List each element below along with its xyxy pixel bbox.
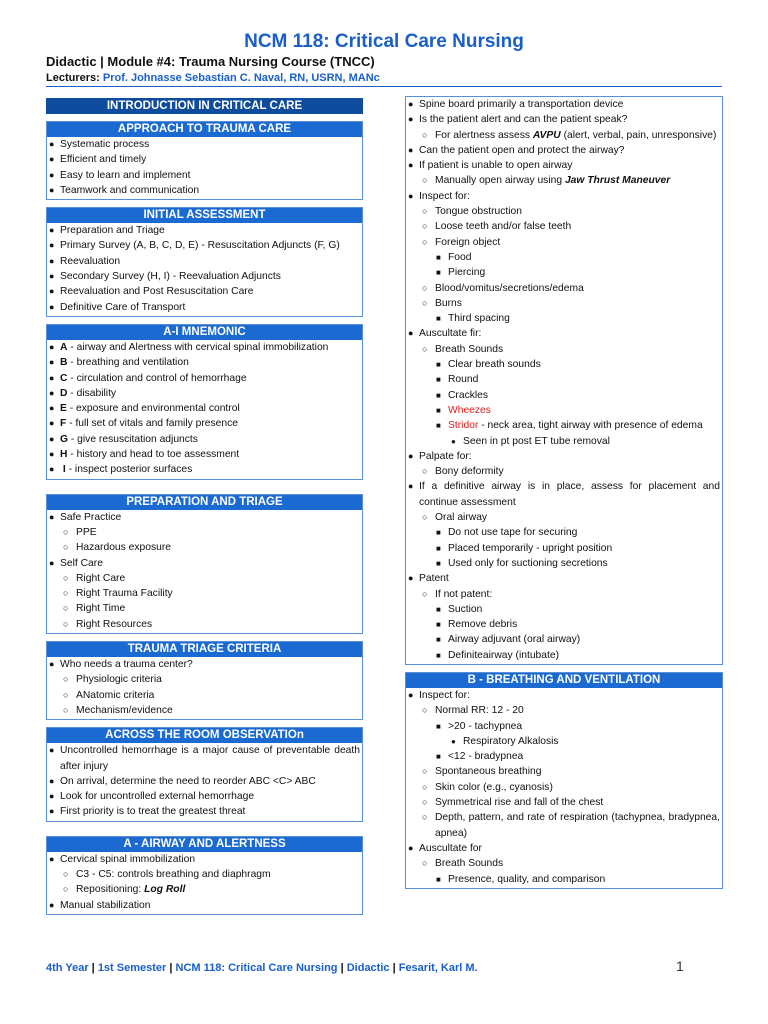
lecturers-value: Prof. Johnasse Sebastian C. Naval, RN, USRN, MANc xyxy=(102,72,380,84)
section-airway-continued xyxy=(405,96,723,665)
list-item: ○ For alertness assess AVPU (alert, verbal, pain, unresponsive) xyxy=(422,129,717,141)
list-item: ■ Crackles xyxy=(436,389,489,401)
list-item: ○ Breath Sounds xyxy=(422,343,504,355)
list-item: ○ Manually open airway using Jaw Thrust Maneuver xyxy=(422,175,671,187)
section-preparation xyxy=(46,494,363,634)
list-item: ● Uncontrolled hemorrhage is a major cause of preventable death after injury xyxy=(49,745,360,772)
section-header: A-I MNEMONIC xyxy=(47,325,362,340)
module-subtitle: Didactic | Module #4: Trauma Nursing Course (TNCC) xyxy=(46,54,375,69)
list-item: ● First priority is to treat the greatest threat xyxy=(49,806,246,818)
list-item: ● Palpate for: xyxy=(408,450,472,462)
page-number: 1 xyxy=(676,958,684,974)
list-item: ● A - airway and Alertness with cervical spinal immobilization xyxy=(49,341,329,353)
lecturers-line xyxy=(46,72,380,84)
list-item: ■ Clear breath sounds xyxy=(436,359,541,371)
list-item: ○ Right Care xyxy=(63,572,126,584)
list-item: ■ Definiteairway (intubate) xyxy=(436,649,560,661)
list-item: ● Easy to learn and implement xyxy=(49,169,191,181)
list-item: ● Spine board primarily a transportation device xyxy=(408,99,624,110)
section-header: A - AIRWAY AND ALERTNESS xyxy=(47,837,362,852)
list-item: ○ ANatomic criteria xyxy=(63,689,155,701)
list-item: ● Inspect for: xyxy=(408,689,470,701)
section-breathing-ventilation xyxy=(405,672,723,889)
list-item: ● Definitive Care of Transport xyxy=(49,301,186,313)
list-item: ● Auscultate fir: xyxy=(408,328,482,340)
list-item: ○ PPE xyxy=(63,526,97,538)
list-item: ○ Right Resources xyxy=(63,618,153,630)
list-item: ● Preparation and Triage xyxy=(49,225,165,237)
list-item: ■ Remove debris xyxy=(436,619,518,631)
list-item: ■ Piercing xyxy=(436,267,486,279)
list-item: ● Safe Practice xyxy=(49,511,122,523)
list-item: ○ If not patent: xyxy=(422,588,493,600)
list-item: ○ Bony deformity xyxy=(422,466,504,478)
list-item: ○ Oral airway xyxy=(422,512,488,524)
list-item: ■ Airway adjuvant (oral airway) xyxy=(436,634,581,646)
list-item: ○ Foreign object xyxy=(422,236,501,248)
section-header: APPROACH TO TRAUMA CARE xyxy=(47,122,362,137)
list-item: ● E - exposure and environmental control xyxy=(49,403,240,415)
section-header: ACROSS THE ROOM OBSERVATIOn xyxy=(47,728,362,743)
list-item: ● On arrival, determine the need to reorder ABC <C> ABC xyxy=(49,775,316,787)
list-item: ○ Mechanism/evidence xyxy=(63,704,173,716)
list-item: ■ Suction xyxy=(436,603,483,615)
section-airway-alertness xyxy=(46,836,363,915)
list-item: ● Inspect for: xyxy=(408,190,470,202)
list-item: ● Teamwork and communication xyxy=(49,184,200,196)
list-item: ● Auscultate for xyxy=(408,842,482,854)
list-item: ○ Skin color (e.g., cyanosis) xyxy=(422,781,553,793)
list-item: ○ Right Time xyxy=(63,603,126,615)
list-item: ○ Hazardous exposure xyxy=(63,542,172,554)
list-item: ● Secondary Survey (H, I) - Reevaluation Adjuncts xyxy=(49,271,281,283)
list-item: ● Manual stabilization xyxy=(49,899,151,911)
list-item: ● Efficient and timely xyxy=(49,154,147,166)
list-item: ■ Food xyxy=(436,251,472,263)
list-item: ○ Breath Sounds xyxy=(422,858,504,870)
list-item: ■ Do not use tape for securing xyxy=(436,527,578,539)
header-divider xyxy=(46,86,722,87)
list-item: ○ Blood/vomitus/secretions/edema xyxy=(422,282,584,294)
list-item: ○ Normal RR: 12 - 20 xyxy=(422,705,524,717)
list-item: ● If patient is unable to open airway xyxy=(408,160,573,172)
list-item: ● C - circulation and control of hemorrhage xyxy=(49,372,247,384)
list-item: ● Reevaluation and Post Resuscitation Care xyxy=(49,286,254,298)
list-item: ● Respiratory Alkalosis xyxy=(451,735,559,747)
section-across-room xyxy=(46,727,363,821)
list-item: ○ Spontaneous breathing xyxy=(422,766,542,778)
section-header: TRAUMA TRIAGE CRITERIA xyxy=(47,642,362,657)
section-mnemonic xyxy=(46,324,363,480)
section-initial-assessment xyxy=(46,207,363,317)
intro-banner: INTRODUCTION IN CRITICAL CARE xyxy=(46,98,363,114)
section-header: B - BREATHING AND VENTILATION xyxy=(406,673,722,688)
section-header: PREPARATION AND TRIAGE xyxy=(47,495,362,510)
list-item: ● Patent xyxy=(408,573,449,585)
list-item: ● Cervical spinal immobilization xyxy=(49,853,196,865)
right-column xyxy=(405,96,723,896)
list-item: ■ Wheezes xyxy=(436,404,491,416)
list-item: ● Seen in pt post ET tube removal xyxy=(451,435,610,447)
list-item: ● B - breathing and ventilation xyxy=(49,357,189,369)
list-item: ■ >20 - tachypnea xyxy=(436,720,523,732)
section-triage-criteria xyxy=(46,641,363,720)
list-item: ○ C3 - C5: controls breathing and diaphragm xyxy=(63,868,271,880)
list-item: ● Can the patient open and protect the airway? xyxy=(408,144,625,156)
list-item: ● G - give resuscitation adjuncts xyxy=(49,433,198,445)
page-footer: 4th Year | 1st Semester | NCM 118: Critical Care Nursing | Didactic | Fesarit, Karl M. xyxy=(46,962,478,974)
list-item: ■ Stridor - neck area, tight airway with presence of edema xyxy=(436,420,703,432)
list-item: ● I - inspect posterior surfaces xyxy=(49,464,193,476)
left-column xyxy=(46,98,363,922)
list-item: ● Look for uncontrolled external hemorrhage xyxy=(49,791,255,803)
list-item: ● F - full set of vitals and family presence xyxy=(49,418,238,430)
list-item: ● Primary Survey (A, B, C, D, E) - Resuscitation Adjuncts (F, G) xyxy=(49,240,340,252)
list-item: ● Systematic process xyxy=(49,139,150,150)
list-item: ○ Burns xyxy=(422,297,462,309)
list-item: ○ Depth, pattern, and rate of respiration (tachypnea, bradypnea, apnea) xyxy=(422,812,720,839)
list-item: ● Who needs a trauma center? xyxy=(49,659,193,671)
list-item: ● D - disability xyxy=(49,387,117,399)
list-item: ■ Round xyxy=(436,374,479,386)
list-item: ● If a definitive airway is in place, assess for placement and continue assessment xyxy=(408,481,720,508)
section-header: INITIAL ASSESSMENT xyxy=(47,208,362,223)
section-approach xyxy=(46,121,363,200)
list-item: ○ Loose teeth and/or false teeth xyxy=(422,221,572,233)
list-item: ○ Physiologic criteria xyxy=(63,674,162,686)
list-item: ○ Tongue obstruction xyxy=(422,206,523,218)
list-item: ○ Right Trauma Facility xyxy=(63,588,173,600)
list-item: ■ Third spacing xyxy=(436,313,510,325)
list-item: ● Reevaluation xyxy=(49,255,121,267)
list-item: ○ Repositioning: Log Roll xyxy=(63,884,186,896)
document-title: NCM 118: Critical Care Nursing xyxy=(244,31,524,52)
list-item: ● Self Care xyxy=(49,557,103,569)
list-item: ■ Placed temporarily - upright position xyxy=(436,542,613,554)
list-item: ■ Used only for suctioning secretions xyxy=(436,557,608,569)
list-item: ● Is the patient alert and can the patient speak? xyxy=(408,114,628,126)
list-item: ■ <12 - bradypnea xyxy=(436,751,524,763)
list-item: ■ Presence, quality, and comparison xyxy=(436,873,606,885)
list-item: ● H - history and head to toe assessment xyxy=(49,449,240,461)
list-item: ○ Symmetrical rise and fall of the chest xyxy=(422,797,604,809)
lecturers-label: Lecturers: xyxy=(46,72,100,84)
